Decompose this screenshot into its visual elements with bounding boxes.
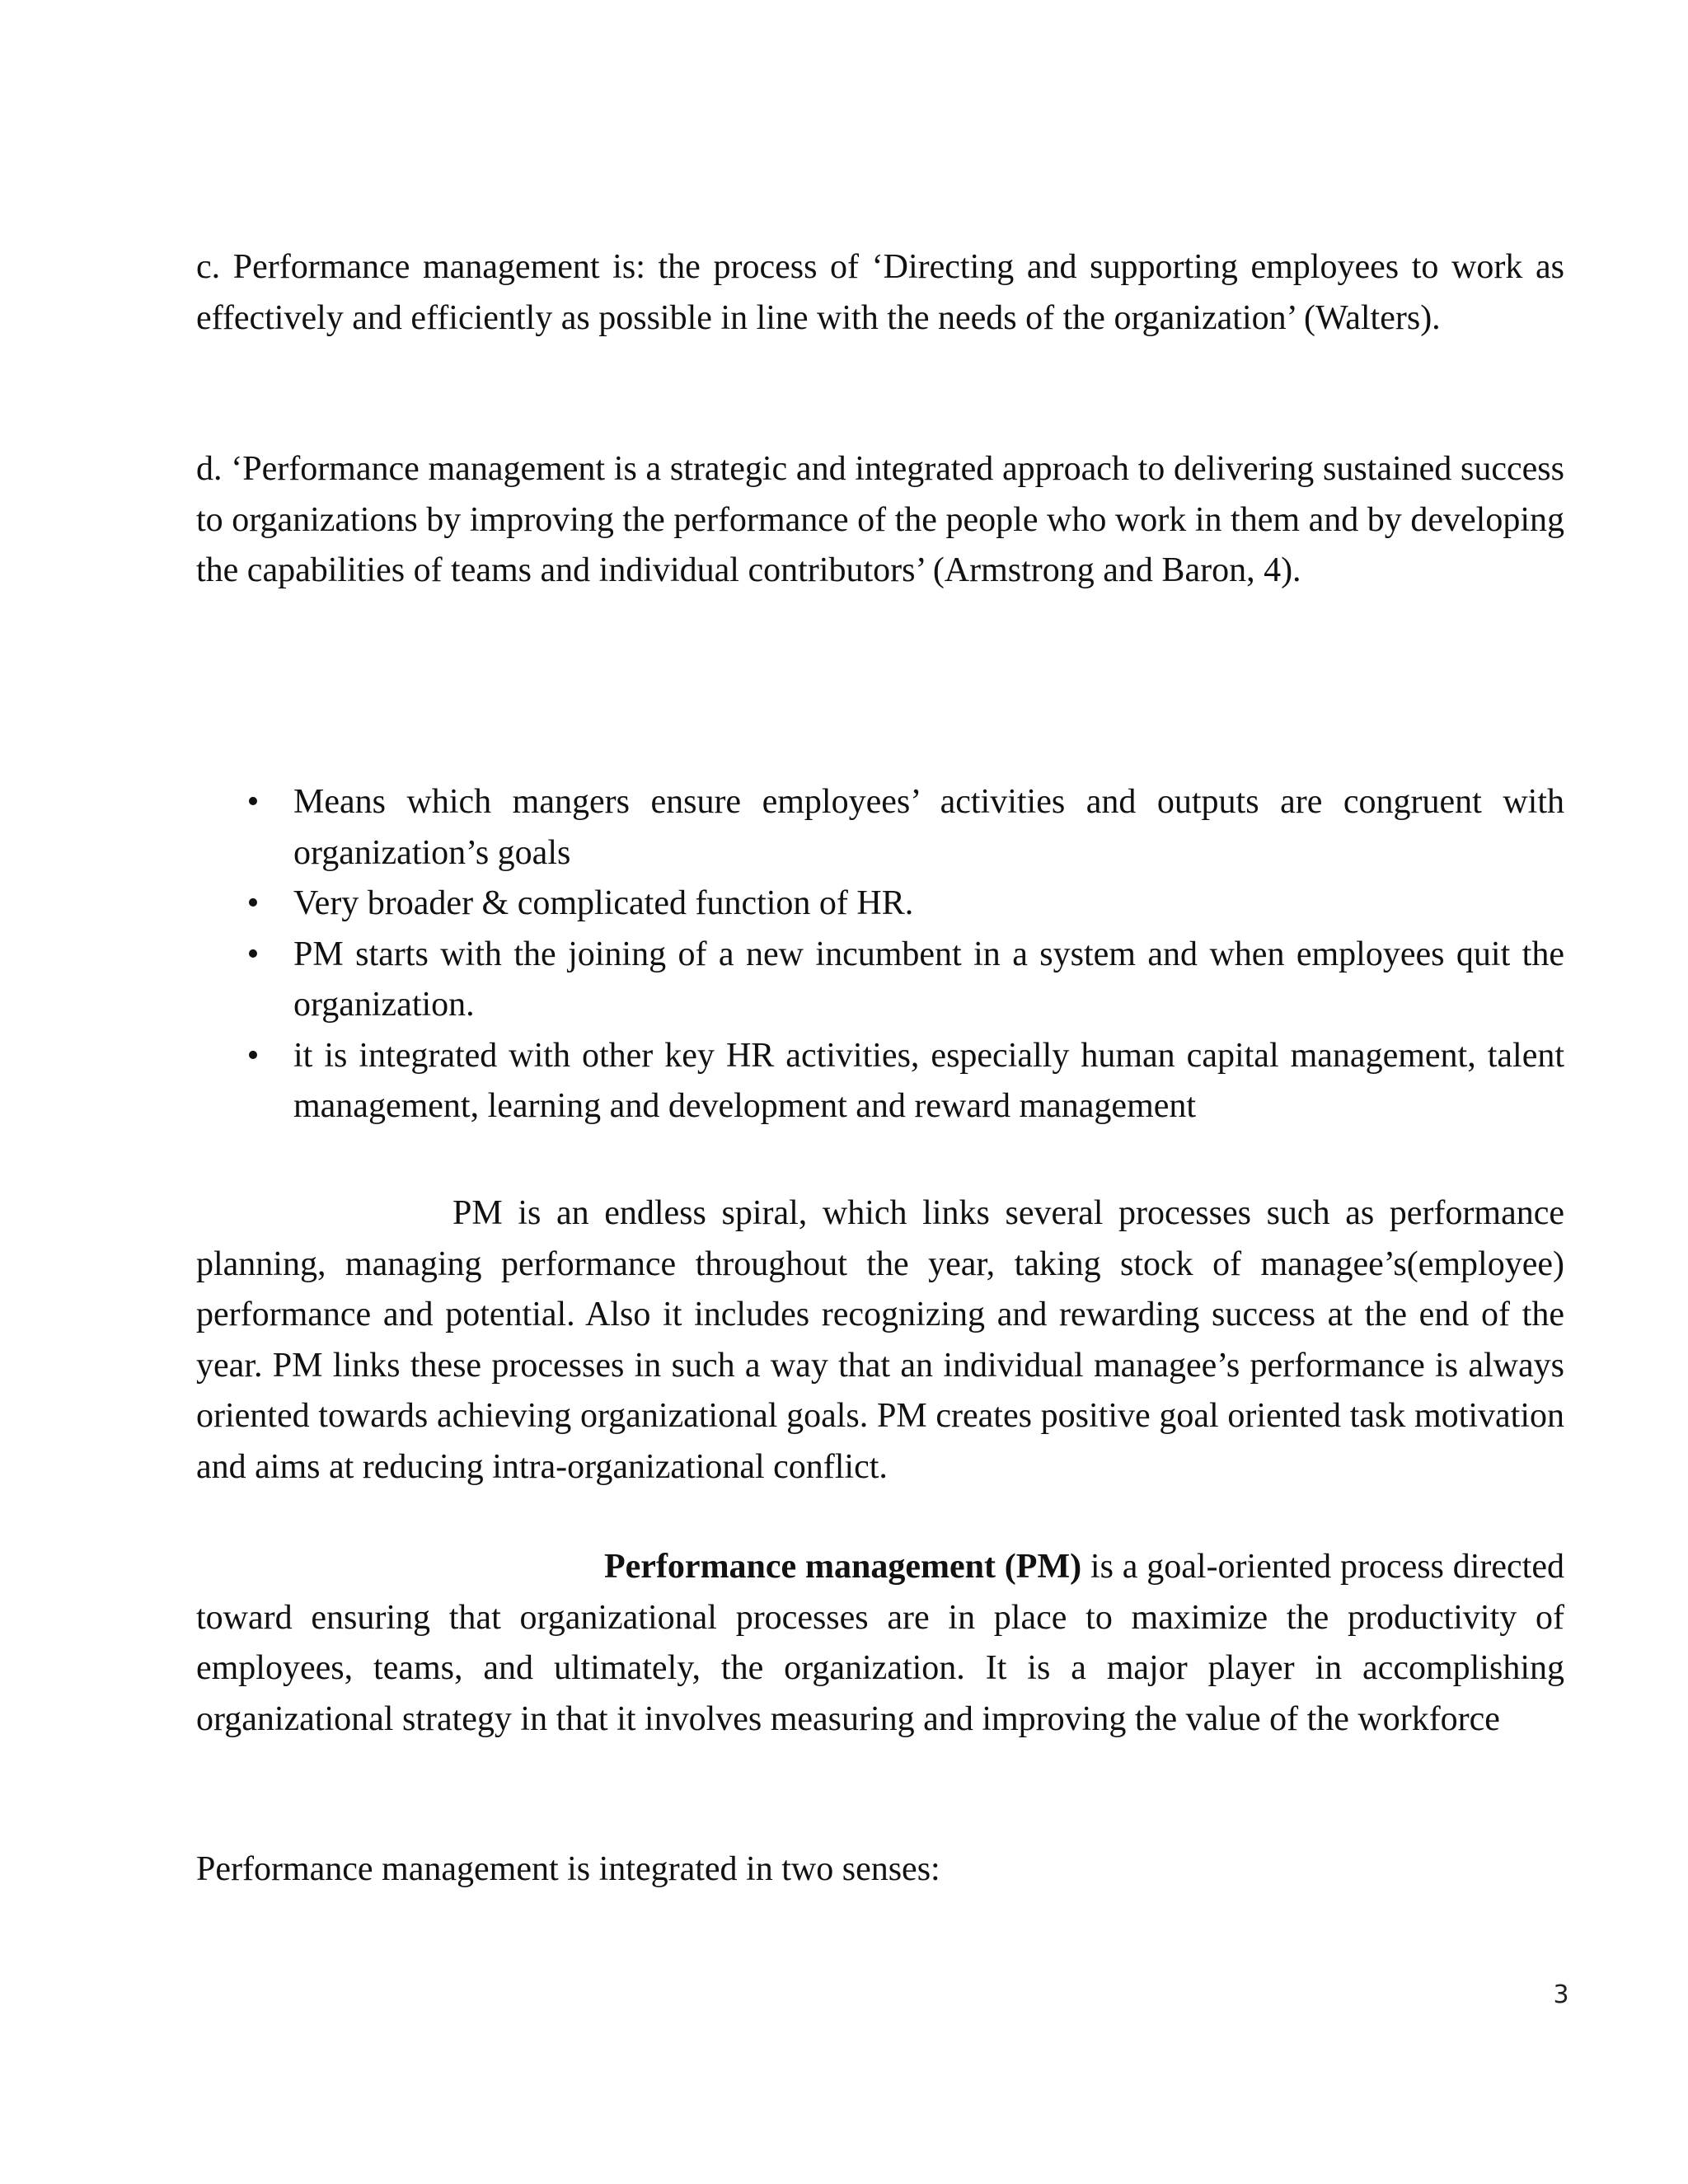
list-item bbox=[196, 1031, 1564, 1132]
paragraph-pm-definition-text: is a goal-oriented process directed toward ensuring that organizational processes are in place to maximize the productivity of employees, teams, and ultimately, the organization. It is a major player in accomplishing organizational strategy in that it involves measuring and improving the value of the workforce bbox=[196, 1548, 1564, 1738]
page-number: 3 bbox=[1553, 1980, 1569, 2009]
list-item bbox=[196, 879, 1564, 930]
bold-term: Performance management (PM) bbox=[604, 1548, 1082, 1586]
list-item bbox=[196, 930, 1564, 1031]
bullet-icon: • bbox=[246, 935, 260, 973]
bullet-icon: • bbox=[246, 884, 260, 922]
list-item-text: PM starts with the joining of a new incumbent in a system and when employees quit the organization. bbox=[293, 935, 1564, 1024]
paragraph-definition-d: d. ‘Performance management is a strategic and integrated approach to delivering sustained success to organizations by improving the performance of the people who work in them and by developing the capabilities of teams and individual contributors’ (Armstrong and Baron, 4). bbox=[196, 450, 1564, 589]
list-item-text: it is integrated with other key HR activities, especially human capital management, talent management, learning and development and reward management bbox=[293, 1036, 1564, 1125]
paragraph-definition-c: c. Performance management is: the process of ‘Directing and supporting employees to work as effectively and efficiently as possible in line with the needs of the organization’ (Walters). bbox=[196, 248, 1564, 337]
bullet-icon: • bbox=[246, 1036, 260, 1075]
paragraph-pm-spiral: PM is an endless spiral, which links several processes such as performance planning, managing performance throughout the year, taking stock of managee’s(employee) performance and potential. Also it includes recognizing and rewarding success at the end of the year. PM links these processes in such a way that an individual managee’s performance is always oriented towards achieving organizational goals. PM creates positive goal oriented task motivation and aims at reducing intra-organizational conflict. bbox=[196, 1194, 1564, 1486]
paragraph-integrated-senses: Performance management is integrated in two senses: bbox=[196, 1850, 940, 1888]
list-item bbox=[196, 777, 1564, 879]
paragraph-pm-definition bbox=[196, 1542, 1564, 1745]
list-item-text: Very broader & complicated function of HR. bbox=[293, 884, 914, 922]
list-item-text: Means which mangers ensure employees’ activities and outputs are congruent with organization’s goals bbox=[293, 783, 1564, 872]
bullet-icon: • bbox=[246, 783, 260, 821]
bullet-list bbox=[196, 777, 1564, 1132]
